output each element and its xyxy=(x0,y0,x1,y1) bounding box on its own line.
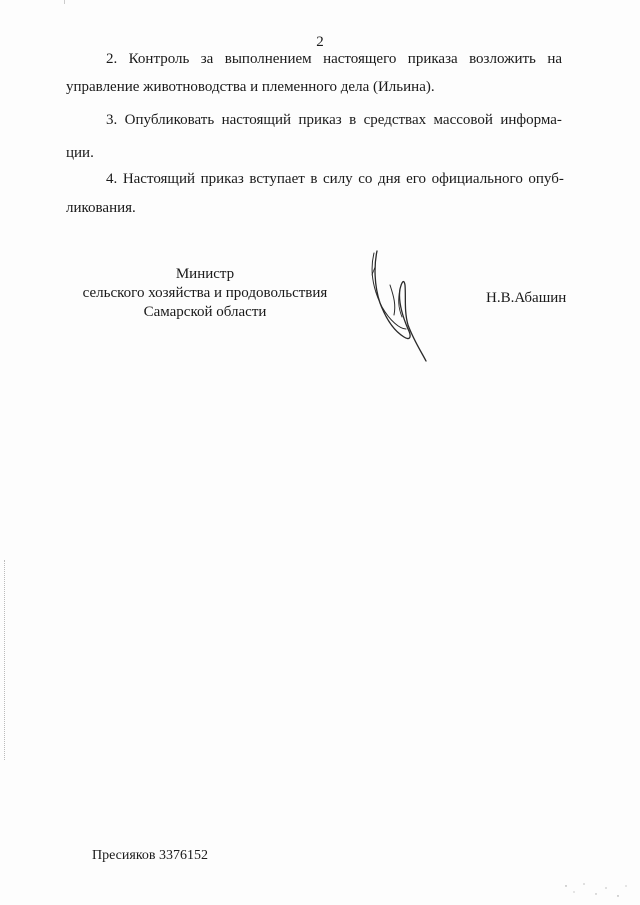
word: Опубликовать xyxy=(124,112,215,128)
word: выполнением xyxy=(224,51,312,67)
word: дня xyxy=(377,171,401,187)
word: силу xyxy=(323,171,353,187)
word: в xyxy=(349,112,357,128)
clause-4-line-2: ликования. xyxy=(66,200,136,216)
handwritten-signature xyxy=(360,245,440,370)
word: приказа xyxy=(407,51,458,67)
clause-2-line-1 xyxy=(106,50,562,68)
executor-contact: Пресияков 3376152 xyxy=(92,848,209,863)
word: 2. xyxy=(106,51,118,67)
scan-edge-mark xyxy=(64,0,65,4)
word: информа- xyxy=(500,112,562,128)
position-line: Министр xyxy=(175,266,235,282)
word: за xyxy=(200,51,214,67)
clause-3-line-1 xyxy=(106,111,562,129)
signatory-position xyxy=(70,265,340,322)
word: на xyxy=(547,51,562,67)
word: вступает xyxy=(249,171,305,187)
signatory-name: Н.В.Абашин xyxy=(486,290,567,306)
word: со xyxy=(358,171,373,187)
clause-4-line-1 xyxy=(106,170,564,188)
scan-noise xyxy=(560,880,635,900)
word: его xyxy=(406,171,427,187)
word: опуб- xyxy=(528,171,564,187)
word: Контроль xyxy=(128,51,190,67)
word: официального xyxy=(431,171,523,187)
word: Настоящий xyxy=(122,171,196,187)
word: 4. xyxy=(106,171,118,187)
clause-2-line-2: управление животноводства и племенного дела (Ильина). xyxy=(66,79,435,95)
page-number: 2 xyxy=(316,34,324,50)
word: настоящего xyxy=(323,51,397,67)
position-line: сельского хозяйства и продовольствия xyxy=(82,285,328,301)
clause-3-line-2: ции. xyxy=(66,145,94,161)
word: приказ xyxy=(298,112,342,128)
word: настоящий xyxy=(221,112,292,128)
word: массовой xyxy=(433,112,493,128)
word: возложить xyxy=(469,51,536,67)
word: приказ xyxy=(200,171,244,187)
scan-edge-mark xyxy=(4,560,7,760)
position-line: Самарской области xyxy=(143,304,267,320)
word: в xyxy=(310,171,318,187)
word: 3. xyxy=(106,112,118,128)
word: средствах xyxy=(363,112,427,128)
